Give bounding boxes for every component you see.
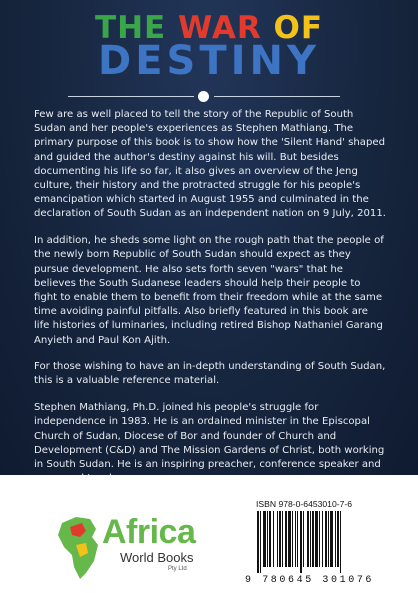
- divider-dot: [198, 91, 209, 102]
- barcode-bar: [297, 511, 298, 567]
- blurb-paragraph: For those wishing to have an in-depth understanding of South Sudan, this is a valuable reference material.: [34, 361, 386, 387]
- barcode-bar: [310, 511, 311, 567]
- barcode-bar: [282, 511, 283, 567]
- publisher-suffix: Pty Ltd: [168, 566, 187, 572]
- barcode-bar: [269, 511, 271, 567]
- barcode-bar: [285, 511, 287, 567]
- author-bio: Stephen Mathiang, Ph.D. joined his people's struggle for independence in 1983. He is an ordained minister in the Episcopal Church of Sudan, Diocese of Bor and founder of Church and Development (C&D) and The Mission Gardens of Christ, both working in South Sudan. He is an inspiring preacher, conference speaker and: [34, 402, 385, 470]
- barcode-bar: [312, 511, 314, 567]
- barcode-bar: [288, 511, 291, 567]
- barcode-bar: [300, 511, 302, 573]
- barcode-bar: [260, 511, 261, 573]
- book-title-line2: DESTINY: [98, 38, 320, 84]
- barcode-bar: [319, 511, 320, 567]
- barcode-bars: [253, 511, 373, 573]
- divider-left: [68, 96, 194, 97]
- barcode-bar: [330, 511, 333, 567]
- barcode-bar: [328, 511, 329, 567]
- divider-right: [214, 96, 340, 97]
- title-word-war: WAR: [178, 10, 262, 46]
- barcode-bar: [322, 511, 323, 567]
- blurb-paragraph: In addition, he sheds some light on the rough path that the people of the newly born Republic of South Sudan should expect as they pursue development. He also sets forth seven "wars" that he believes the South Sudanese leaders should help their people to fight to enable them to benefit from their freedom while at the same time avoiding painful pitfalls. Also briefly featured in this book are life histories of luminaries, including retired Bishop Nathaniel Garang Anyieth and Paul Kon Ajith.: [34, 235, 384, 346]
- barcode-bar: [325, 511, 327, 567]
- barcode-bar: [273, 511, 274, 567]
- barcode-bar: [337, 511, 339, 567]
- barcode-bar: [307, 511, 309, 567]
- barcode-bar: [303, 511, 304, 567]
- barcode-bar: [277, 511, 278, 567]
- barcode-bar: [335, 511, 336, 567]
- barcode-bar: [292, 511, 293, 567]
- barcode-bar: [315, 511, 318, 567]
- barcode-bar: [263, 511, 266, 567]
- title-word-the: THE: [94, 10, 167, 46]
- blurb-paragraph: Few are as well placed to tell the story of the Republic of South Sudan and her people's experiences as Stephen Mathiang. The primary purpose of this book is to show how the 'Silent Hand' shaped and guided the author's destiny against his will. But besides documenting his life so far, it also gives an overview of the Jeng culture, their history and the protracted struggle for his people's emancipation which started in August 1955 and culminated in the declaration of South Sudan as an independent nation on 9 July, 2011.: [34, 109, 386, 220]
- publisher-name: Africa: [102, 513, 196, 551]
- title-word-of: OF: [273, 10, 324, 46]
- back-cover-blurb: [34, 108, 386, 499]
- barcode-bar: [279, 511, 281, 567]
- barcode-bar: [267, 511, 268, 567]
- barcode-bar: [340, 511, 341, 573]
- isbn-label: ISBN 978-0-6453010-7-6: [256, 499, 353, 509]
- barcode-digits: 9 780645 301076: [245, 575, 375, 586]
- barcode-bar: [257, 511, 259, 573]
- barcode-bar: [295, 511, 296, 567]
- publisher-subname: World Books: [120, 550, 194, 565]
